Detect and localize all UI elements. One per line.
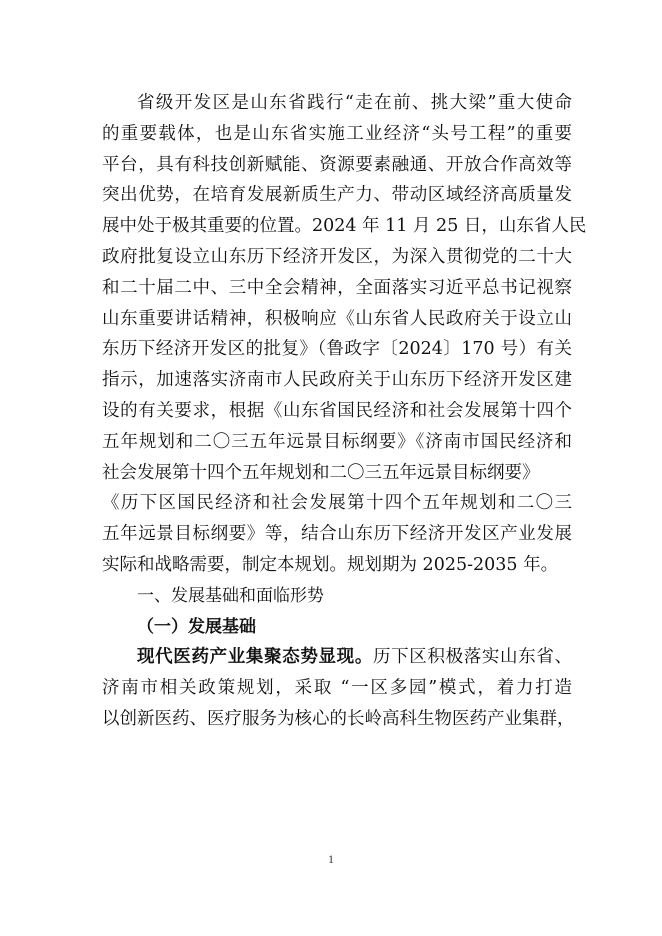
text-line: 《历下区国民经济和社会发展第十四个五年规划和二〇三 <box>102 493 572 514</box>
text-line: 的重要载体，也是山东省实施工业经济“头号工程”的重要 <box>102 123 572 144</box>
text-line: 东历下经济开发区的批复》（鲁政字〔2024〕170 号）有关 <box>102 339 572 360</box>
text-line: 展中处于极其重要的位置。2024 年 11 月 25 日，山东省人民 <box>102 216 587 237</box>
text-line: 平台，具有科技创新赋能、资源要素融通、开放合作高效等 <box>102 154 572 175</box>
text-line: 五年规划和二〇三五年远景目标纲要》《济南市国民经济和 <box>102 431 572 452</box>
subsection-heading: （一）发展基础 <box>137 616 256 637</box>
text-line: 济南市相关政策规划，采取 “一区多园”模式，着力打造 <box>102 678 572 699</box>
paragraph-lead: 现代医药产业集聚态势显现。 <box>137 647 373 668</box>
text-line: 山东重要讲话精神，积极响应《山东省人民政府关于设立山 <box>102 308 572 329</box>
text-line: 和二十届二中、三中全会精神，全面落实习近平总书记视察 <box>102 277 572 298</box>
text-line: 指示，加速落实济南市人民政府关于山东历下经济开发区建 <box>102 370 572 391</box>
text-line: 社会发展第十四个五年规划和二〇三五年远景目标纲要》 <box>102 462 540 483</box>
text-line: 五年远景目标纲要》等，结合山东历下经济开发区产业发展 <box>102 524 572 545</box>
text-line: 省级开发区是山东省践行“走在前、挑大梁”重大使命 <box>137 93 572 113</box>
text-line: 突出优势，在培育发展新质生产力、带动区域经济高质量发 <box>102 185 572 206</box>
document-body <box>102 88 587 735</box>
text-line <box>102 642 572 673</box>
text-line: 设的有关要求，根据《山东省国民经济和社会发展第十四个 <box>102 400 572 421</box>
text-span: 历下区积极落实山东省、 <box>372 647 573 668</box>
text-line: 实际和战略需要，制定本规划。规划期为 2025-2035 年。 <box>102 554 559 575</box>
page-number: 1 <box>328 852 334 866</box>
section-heading: 一、发展基础和面临形势 <box>137 585 324 606</box>
text-line: 以创新医药、医疗服务为核心的长岭高科生物医药产业集群， <box>102 708 575 729</box>
text-line: 政府批复设立山东历下经济开发区，为深入贯彻党的二十大 <box>102 246 572 267</box>
